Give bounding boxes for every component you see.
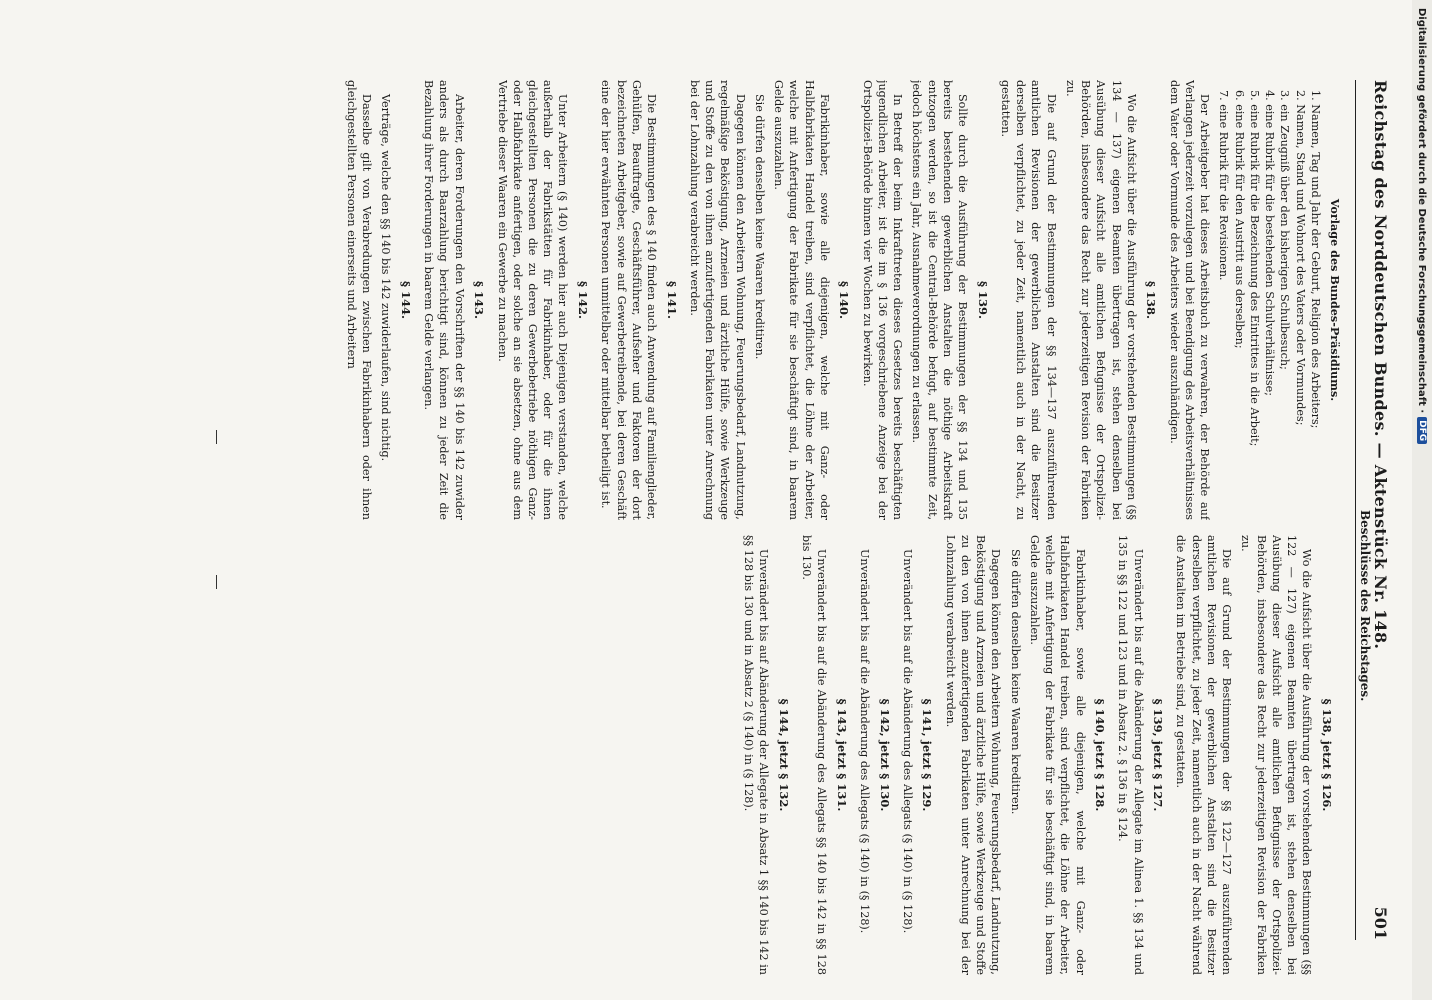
section-heading: § 140, jetzt § 128. (1093, 698, 1108, 812)
section-heading: § 143. (472, 280, 487, 320)
left-column-title: Vorlage des Bundes-Präsidiums. (1328, 198, 1342, 402)
section-heading: § 139. (975, 280, 990, 320)
list-item: 1. Namen, Tag und Jahr der Geburt, Religion des Arbeiters; (1308, 90, 1322, 429)
section-heading: § 141, jetzt § 129. (920, 698, 935, 812)
header-subtitle: Beschlüsse des Reichstages. (1358, 510, 1372, 702)
paragraph: In Betreff der beim Inkrafttreten dieses Gesetzes bereits beschäftigten jugendlichen Arbeiter, ist die im § 136 vorgeschriebene Anzeige bei der Ortspolizei-Behörde binnen vier Wochen zu bewirken. (860, 80, 905, 520)
paragraph: Unter Arbeitern (§ 140) werden hier auch Diejenigen verstanden, welche außerhalb der Fabrikstätten für Fabrikinhaber, oder für die ihnen gleichgestellten Personen die zu deren Gewerbebetriebe nöthigen Ganz- oder Halbfabrikate anfertigen, oder solche an sie absetzen, ohne aus dem Vertriebe dieser Waaren ein Gewerbe zu machen. (495, 80, 570, 520)
section-heading: § 144. (399, 280, 413, 320)
list-item: 7. eine Rubrik für die Revisionen. (1217, 90, 1231, 281)
paragraph: Dasselbe gilt von Verabredungen zwischen Fabrikinhabern oder ihnen gleichgestellten Personen einerseits und Arbeitern (344, 80, 374, 520)
register-items-list (1216, 80, 1323, 520)
list-item: 3. ein Zeugniß über den bisherigen Schulbesuch; (1278, 90, 1292, 370)
dfg-logo: DFG (1417, 417, 1427, 444)
list-item: 2. Namen, Stand und Wohnort des Vaters oder Vormundes; (1293, 90, 1307, 426)
right-column (322, 535, 1342, 975)
paragraph: Unverändert bis auf Abänderung der Allegate in Absatz 1 §§ 140 bis 142 in §§ 128 bis 130 und in Absatz 2 (§ 140) in (§ 128). (741, 535, 770, 975)
paragraph: Unverändert bis auf die Abänderung des Allegats (§ 140) in (§ 128). (900, 549, 914, 934)
paragraph: Fabrikinhaber, sowie alle diejenigen, welche mit Ganz- oder Halbfabrikaten Handel treiben, sind verpflichtet, die Löhne der Arbeiter, welche mit Anfertigung der Fabrikate für sie beschäftigt sind, in baarem Gelde auszuzahlen. (772, 80, 831, 520)
paragraph: Wo die Aufsicht über die Ausführung der vorstehenden Bestimmungen (§§ 122 — 127) eigenen Beamten übertragen ist, stehen denselben bei Ausübung dieser Aufsicht alle amtlichen Befugnisse der Ortspolizei-Behörden, insbesondere das Recht zur jederzeitigen Revision der Fabriken zu. (1239, 535, 1314, 975)
paragraph: Arbeiter, deren Forderungen den Vorschriften der §§ 140 bis 142 zuwider anders als durch Baarzahlung berichtigt sind, können zu jeder Zeit die Bezahlung ihrer Forderungen in baarem Gelde verlangen. (422, 80, 466, 520)
digitization-note-text: Digitalisierung gefördert durch die Deutsche Forschungsgemeinschaft · (1416, 8, 1428, 414)
paragraph: Unverändert bis auf die Abänderung der Allegate im Alinea 1. §§ 134 und 135 in §§ 122 und 123 und in Absatz 2. § 136 in § 124. (1116, 535, 1145, 975)
paragraph: Die auf Grund der Bestimmungen der §§ 134—137 auszuführenden amtlichen Revisionen der gewerblichen Anstalten sind die Besitzer derselben verpflichtet, zu jeder Zeit, namentlich auch in der Nacht, zu gestatten. (998, 80, 1058, 520)
section-heading: § 142. (576, 280, 591, 320)
list-item: 6. eine Rubrik für den Austritt aus derselben; (1232, 90, 1246, 349)
section-heading: § 144, jetzt § 132. (776, 698, 791, 812)
margin-mark (216, 575, 217, 589)
section-heading: § 139, jetzt § 127. (1151, 698, 1166, 812)
paragraph: Sie dürfen denselben keine Waaren kreditiren. (752, 94, 766, 360)
paragraph: Sie dürfen denselben keine Waaren kreditiren. (1008, 549, 1022, 815)
digitization-note (1412, 0, 1432, 1000)
list-item: 4. eine Rubrik für die bestehenden Schulverhältnisse; (1263, 90, 1277, 397)
paragraph: Unverändert bis auf die Abänderung des Allegats (§ 140) in (§ 128). (857, 549, 871, 934)
margin-mark (216, 430, 217, 444)
section-heading: § 143, jetzt § 131. (834, 698, 849, 812)
left-column (322, 80, 1342, 520)
paragraph: Unverändert bis auf die Abänderung des Allegats §§ 140 bis 142 in §§ 128 bis 130. (799, 535, 829, 975)
running-header (1355, 80, 1392, 940)
header-title: Reichstag des Norddeutschen Bundes. — Aktenstück Nr. 148. (1371, 80, 1390, 650)
paragraph: Wo die Aufsicht über die Ausführung der vorstehenden Bestimmungen (§§ 134 — 137) eigenen Beamten übertragen ist, stehen denselben bei Ausübung dieser Aufsicht alle amtlichen Befugnisse der Ortspolizei-Behörden, insbesondere das Recht zur jederzeitigen Revision der Fabriken zu. (1063, 80, 1138, 520)
section-heading: § 138. (1144, 280, 1159, 320)
paragraph: Dagegen können den Arbeitern Wohnung, Feuerungsbedarf, Landnutzung, Beköstigung und Arzneien und ärztliche Hülfe, sowie Werkzeuge und Stoffe zu den von ihnen anzufertigenden Fabrikaten unter Anrechnung bei der Lohnzahlung verabreicht werden. (943, 535, 1003, 975)
section-heading: § 141. (664, 280, 679, 320)
paragraph: Dagegen können den Arbeitern Wohnung, Feuerungsbedarf, Landnutzung, regelmäßige Beköstigung, Arzneien und ärztliche Hülfe, sowie Werkzeuge und Stoffe zu den von ihnen anzufertigenden Fabrikaten unter Anrechnung bei der Lohnzahlung verabreicht werden. (687, 80, 747, 520)
section-heading: § 142, jetzt § 130. (877, 698, 892, 812)
paragraph: Der Arbeitgeber hat dieses Arbeitsbuch zu verwahren, der Behörde auf Verlangen jederzeit vorzulegen und bei Beendigung des Arbeitsverhältnisses dem Vater oder Vormunde des Arbeiters wieder auszuhändigen. (1167, 80, 1212, 520)
paragraph: Die auf Grund der Bestimmungen der §§ 122—127 auszuführenden amtlichen Revisionen der gewerblichen Anstalten sind die Besitzer derselben verpflichtet, zu jeder Zeit, namentlich auch in der Nacht während die Anstalten im Betriebe sind, zu gestatten. (1174, 535, 1234, 975)
section-heading: § 138, jetzt § 126. (1320, 698, 1334, 812)
page-number: 501 (1371, 906, 1390, 940)
list-item: 5. eine Rubrik für die Bezeichnung des Eintrittes in die Arbeit; (1247, 90, 1261, 447)
paragraph: Fabrikinhaber, sowie alle diejenigen, welche mit Ganz- oder Halbfabrikaten Handel treiben, sind verpflichtet, die Löhne der Arbeiter, welche mit Anfertigung der Fabrikate für sie beschäftigt sind, in baarem Gelde auszuzahlen. (1027, 535, 1087, 975)
paragraph: Verträge, welche den §§ 140 bis 142 zuwiderlaufen, sind nichtig. (379, 94, 393, 462)
paragraph: Die Bestimmungen des § 140 finden auch Anwendung auf Familienglieder, Gehülfen, Beauftragte, Geschäftsführer, Aufseher und Faktoren der dort bezeichneten Arbeitgeber, sowie auf Gewerbetreibende, bei deren Geschäft eine der hier erwähnten Personen unmittelbar oder mittelbar betheiligt ist. (599, 80, 659, 520)
paragraph: Sollte durch die Ausführung der Bestimmungen der §§ 134 und 135 bereits bestehenden gewerblichen Anstalten die nöthige Arbeitskraft entzogen werden, so ist die Central-Behörde befugt, auf bestimmte Zeit, jedoch höchstens ein Jahr, Ausnahmeverordnungen zu erlassen. (910, 80, 970, 520)
section-heading: § 140. (837, 280, 852, 320)
